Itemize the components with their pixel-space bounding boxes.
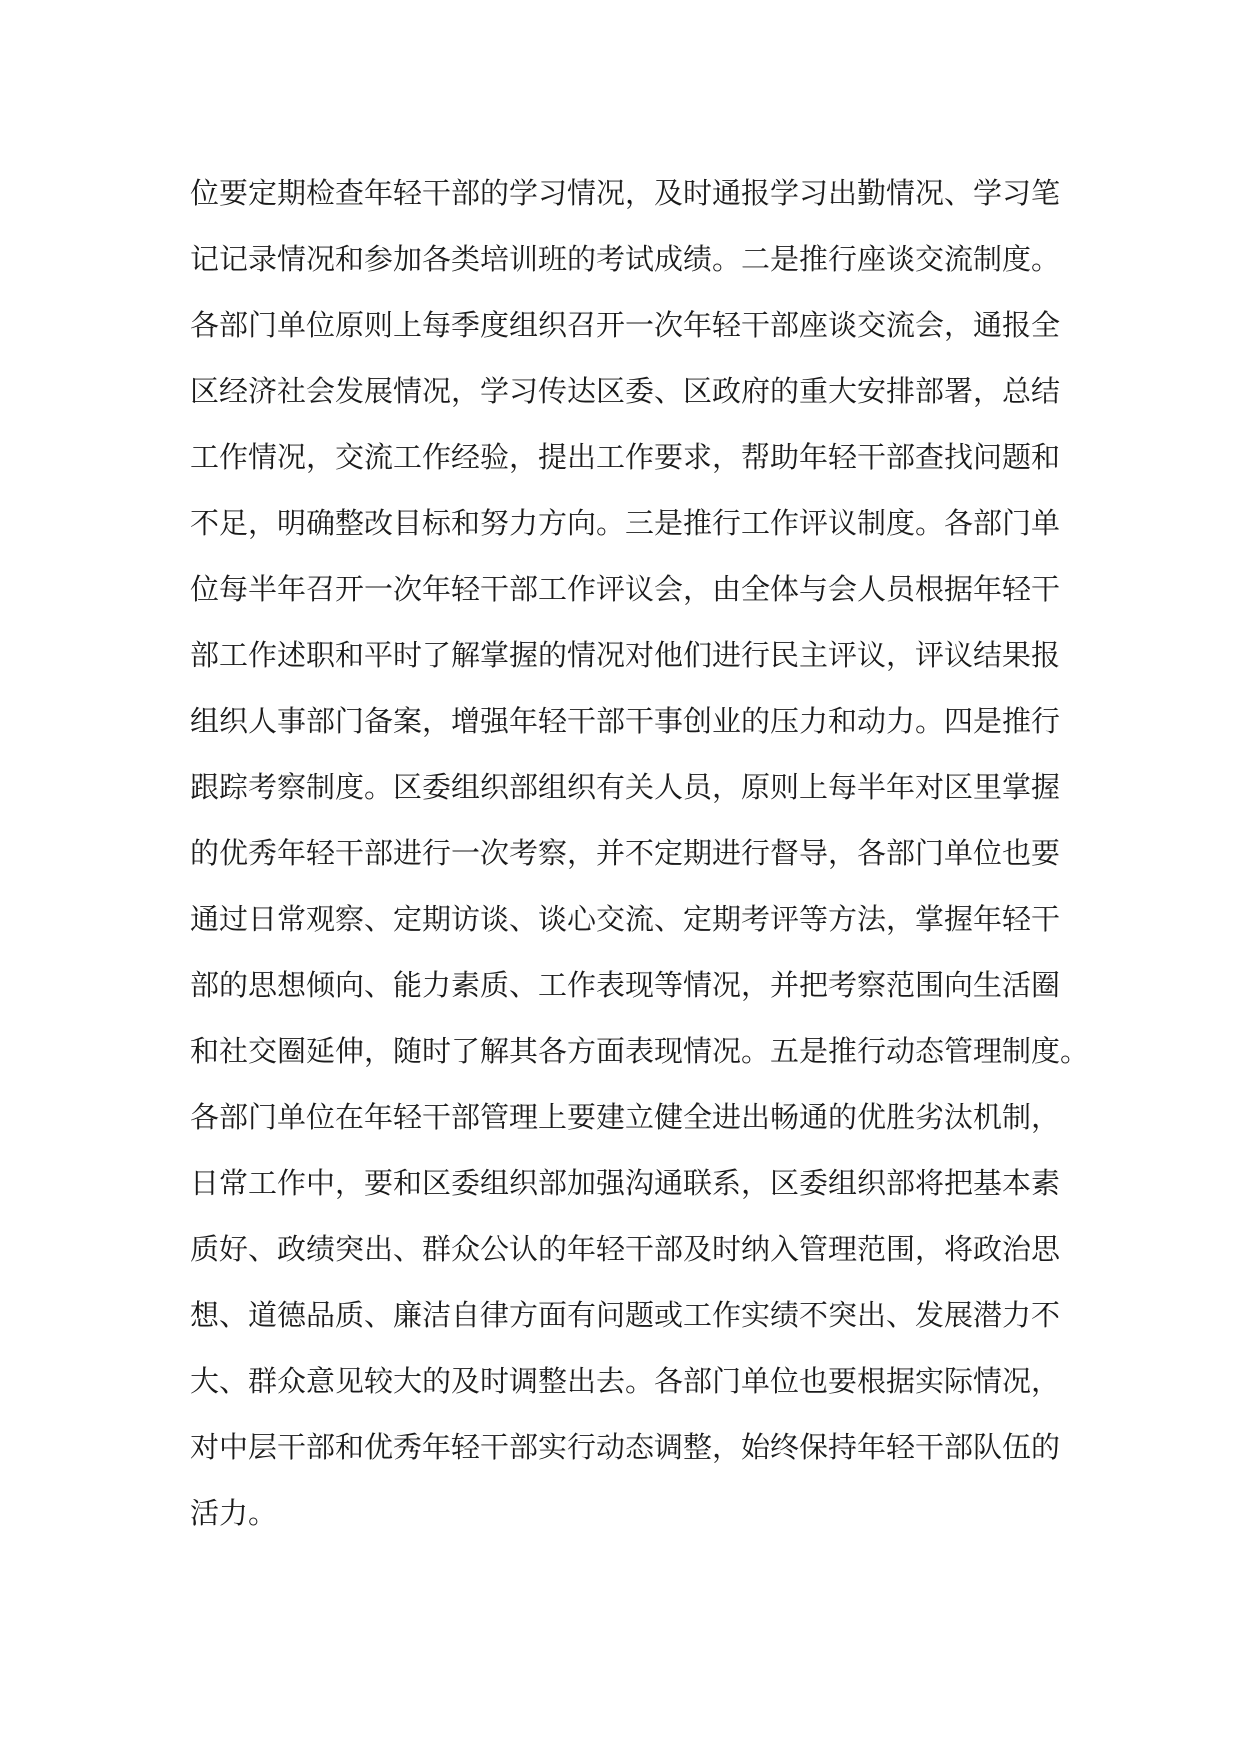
text-line: 想、道德品质、廉洁自律方面有问题或工作实绩不突出、发展潜力不 — [190, 1298, 1061, 1332]
text-line: 和社交圈延伸，随时了解其各方面表现情况。五是推行动态管理制度。 — [190, 1034, 1090, 1068]
text-line: 通过日常观察、定期访谈、谈心交流、定期考评等方法，掌握年轻干 — [190, 902, 1061, 936]
text-line: 各部门单位在年轻干部管理上要建立健全进出畅通的优胜劣汰机制， — [190, 1100, 1061, 1134]
text-line: 部工作述职和平时了解掌握的情况对他们进行民主评议，评议结果报 — [190, 638, 1061, 672]
body-paragraph — [190, 160, 1090, 1546]
text-line: 位要定期检查年轻干部的学习情况，及时通报学习出勤情况、学习笔 — [190, 176, 1061, 210]
text-line: 的优秀年轻干部进行一次考察，并不定期进行督导，各部门单位也要 — [190, 836, 1061, 870]
text-line: 记记录情况和参加各类培训班的考试成绩。二是推行座谈交流制度。 — [190, 242, 1061, 276]
text-line: 日常工作中，要和区委组织部加强沟通联系，区委组织部将把基本素 — [190, 1166, 1061, 1200]
text-line-last: 活力。 — [190, 1496, 278, 1530]
text-line: 对中层干部和优秀年轻干部实行动态调整，始终保持年轻干部队伍的 — [190, 1430, 1061, 1464]
text-line: 区经济社会发展情况，学习传达区委、区政府的重大安排部署，总结 — [190, 374, 1061, 408]
text-line: 大、群众意见较大的及时调整出去。各部门单位也要根据实际情况， — [190, 1364, 1061, 1398]
text-line: 质好、政绩突出、群众公认的年轻干部及时纳入管理范围，将政治思 — [190, 1232, 1061, 1266]
text-line: 组织人事部门备案，增强年轻干部干事创业的压力和动力。四是推行 — [190, 704, 1061, 738]
text-line: 不足，明确整改目标和努力方向。三是推行工作评议制度。各部门单 — [190, 506, 1061, 540]
text-line: 跟踪考察制度。区委组织部组织有关人员，原则上每半年对区里掌握 — [190, 770, 1061, 804]
text-line: 工作情况，交流工作经验，提出工作要求，帮助年轻干部查找问题和 — [190, 440, 1061, 474]
text-line: 部的思想倾向、能力素质、工作表现等情况，并把考察范围向生活圈 — [190, 968, 1061, 1002]
text-line: 位每半年召开一次年轻干部工作评议会，由全体与会人员根据年轻干 — [190, 572, 1061, 606]
text-line: 各部门单位原则上每季度组织召开一次年轻干部座谈交流会，通报全 — [190, 308, 1061, 342]
